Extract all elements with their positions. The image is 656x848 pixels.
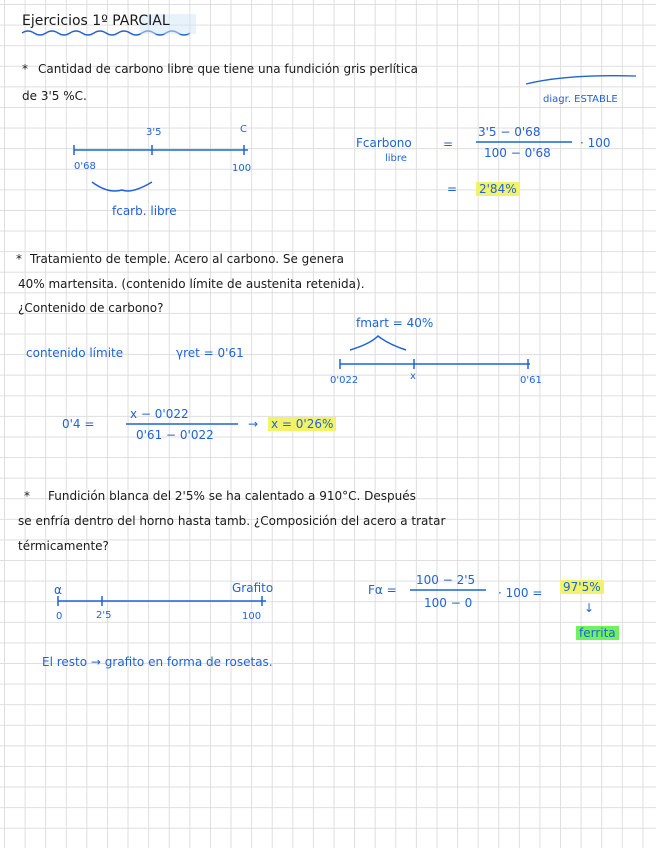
ex3-statement-line2: se enfría dentro del horno hasta tamb. ¿Composición del acero a tratar xyxy=(18,514,446,528)
ex1-brace xyxy=(92,182,152,191)
ex1-brace-label: fcarb. libre xyxy=(112,204,177,218)
ex3-down-arrow: ↓ xyxy=(584,601,595,615)
ex2-bullet: * xyxy=(16,252,22,266)
ex2-statement-line3: ¿Contenido de carbono? xyxy=(18,301,164,315)
diagram-label-curve xyxy=(526,76,636,84)
ex1-result-eq: = xyxy=(447,182,458,196)
ex3-f-numerator: 100 − 2'5 xyxy=(416,573,476,587)
ex2-eq-lhs: 0'4 = xyxy=(62,417,95,431)
ex3-axis-top-right: Grafito xyxy=(232,581,274,595)
ex3-f-lhs: Fα = xyxy=(368,583,397,597)
ex1-formula-lhs-sub: libre xyxy=(385,153,407,164)
ex2-arrow: → xyxy=(248,417,259,431)
ex3-axis-bottom-right: 100 xyxy=(242,611,262,622)
ex1-formula-numerator: 3'5 − 0'68 xyxy=(478,125,541,139)
ex3-ferrita: ferrita xyxy=(576,626,619,640)
ex1-diagram-label: diagr. ESTABLE xyxy=(543,94,618,105)
ex1-formula-multiplier: · 100 xyxy=(580,136,611,150)
ex2-brace xyxy=(350,336,406,350)
ex2-limit-label: contenido límite xyxy=(26,346,124,360)
ex2-fmart: fmart = 40% xyxy=(356,316,434,330)
ex3-axis-bottom-left: 0 xyxy=(56,611,63,622)
ex3-result: 97'5% xyxy=(560,580,604,594)
ex1-axis-bottom-left: 0'68 xyxy=(74,161,96,172)
ex3-axis-bottom-mid: 2'5 xyxy=(96,610,112,621)
ex2-eq-numerator: x − 0'022 xyxy=(130,407,189,421)
ex1-formula-denominator: 100 − 0'68 xyxy=(484,146,551,160)
ex1-statement-line2: de 3'5 %C. xyxy=(22,89,87,103)
ex2-axis-right: 0'61 xyxy=(520,375,542,386)
ex3-f-multiplier: · 100 = xyxy=(498,586,543,600)
ex2-eq-denominator: 0'61 − 0'022 xyxy=(136,428,214,442)
ex2-statement-line1: Tratamiento de temple. Acero al carbono. Se genera xyxy=(30,252,344,266)
ex3-f-denominator: 100 − 0 xyxy=(424,596,473,610)
ex1-axis-top-left: 3'5 xyxy=(146,127,162,138)
ex1-bullet: * xyxy=(22,62,28,76)
ex3-statement-line3: térmicamente? xyxy=(18,539,109,553)
ex3-axis-top-left: α xyxy=(54,583,62,597)
ex2-axis-mid: x xyxy=(410,371,416,382)
ex2-axis-left: 0'022 xyxy=(330,375,359,386)
ex2-result: x = 0'26% xyxy=(268,417,336,431)
ex1-statement-line1: Cantidad de carbono libre que tiene una fundición gris perlítica xyxy=(38,62,418,76)
page-title: Ejercicios 1º PARCIAL xyxy=(22,13,170,29)
ex3-bullet: * xyxy=(24,489,30,503)
ex1-formula-lhs: Fcarbono xyxy=(356,136,412,150)
ex2-statement-line2: 40% martensita. (contenido límite de austenita retenida). xyxy=(18,277,365,291)
ex1-formula-eq: = xyxy=(443,137,454,151)
ex3-rest-note: El resto → grafito en forma de rosetas. xyxy=(42,655,273,669)
ex1-axis-top-right: C xyxy=(240,124,247,135)
ex3-statement-line1: Fundición blanca del 2'5% se ha calentado a 910°C. Después xyxy=(48,489,416,503)
ex2-gamma: γret = 0'61 xyxy=(176,346,244,360)
ex1-axis-bottom-right: 100 xyxy=(232,163,252,174)
ex1-result: 2'84% xyxy=(476,182,520,196)
